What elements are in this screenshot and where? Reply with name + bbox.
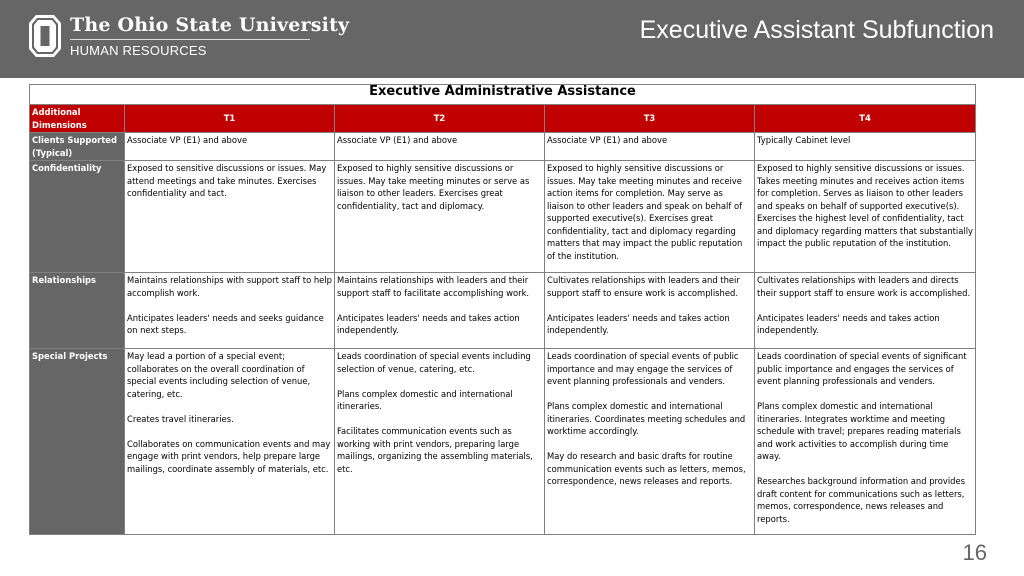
cell-paragraph: May lead a portion of a special event; collaborates on the overall coordination of special events including selection of venue, catering, etc. xyxy=(127,351,311,399)
table-row xyxy=(30,161,976,273)
cell-paragraph: Leads coordination of special events of public importance and may engage the services of event planning professionals and venders. xyxy=(547,351,739,386)
row-label: Clients Supported (Typical) xyxy=(30,133,125,161)
table-row xyxy=(30,133,976,161)
table-cell xyxy=(335,161,545,273)
table-cell xyxy=(545,273,755,349)
cell-paragraph: Cultivates relationships with leaders and directs their support staff to ensure work is accomplished. xyxy=(757,275,971,298)
table-title: Executive Administrative Assistance xyxy=(30,85,976,105)
page-number: 16 xyxy=(962,540,987,565)
cell-paragraph: Plans complex domestic and international itineraries. xyxy=(337,388,513,411)
table-cell xyxy=(125,273,335,349)
cell-paragraph: Associate VP (E1) and above xyxy=(337,135,458,145)
cell-paragraph: Collaborates on communication events and may engage with print vendors, help prepare large mailings, coordinate assembly of materials, etc. xyxy=(127,438,331,474)
logo-divider xyxy=(70,39,310,40)
cell-paragraph: Exposed to highly sensitive discussions or issues. Takes meeting minutes and receives action items for completion. Serves as liaison to other leaders and speaks on behalf of supported executive(s). Exercises the highest level of confidentiality, tact and diplomacy regarding matters that substantially impact the public reputation of the institution. xyxy=(757,163,974,248)
table-cell xyxy=(125,133,335,161)
cell-paragraph: Maintains relationships with leaders and their support staff to facilitate accomplishing work. xyxy=(337,275,530,298)
table-cell xyxy=(125,161,335,273)
ohio-state-block-o-logo xyxy=(28,14,62,58)
slide-header xyxy=(0,0,1024,78)
cell-paragraph: Cultivates relationships with leaders and their support staff to ensure work is accomplished. xyxy=(547,275,740,298)
cell-paragraph: Associate VP (E1) and above xyxy=(547,135,668,145)
cell-paragraph: Plans complex domestic and international itineraries. Coordinates meeting schedules and worktime accordingly. xyxy=(547,401,746,436)
cell-paragraph: Plans complex domestic and international itineraries. Integrates worktime and meeting schedule with travel; prepares reading materials and work activities to accomplish during time away. xyxy=(757,401,961,461)
column-header-t1: T1 xyxy=(125,105,335,133)
cell-paragraph: Researches background information and provides draft content for communications such as letters, memos, correspondence, news releases and reports. xyxy=(757,476,966,524)
cell-paragraph: Anticipates leaders' needs and takes action independently. xyxy=(547,312,730,335)
column-header-t4: T4 xyxy=(755,105,976,133)
column-header-t2: T2 xyxy=(335,105,545,133)
table-cell xyxy=(335,349,545,535)
slide-title: Executive Assistant Subfunction xyxy=(639,16,994,44)
cell-paragraph: Maintains relationships with support staff to help accomplish work. xyxy=(127,275,332,298)
table-cell xyxy=(335,133,545,161)
cell-paragraph: May do research and basic drafts for routine communication events such as letters, memos, correspondence, news releases and reports. xyxy=(547,451,746,486)
table-row xyxy=(30,273,976,349)
row-label: Relationships xyxy=(30,273,125,349)
cell-paragraph: Exposed to sensitive discussions or issues. May attend meetings and take minutes. Exercises confidentiality and tact. xyxy=(127,163,327,198)
row-label: Special Projects xyxy=(30,349,125,535)
table-row xyxy=(30,349,976,535)
department-name: HUMAN RESOURCES xyxy=(70,43,207,58)
table-header-row xyxy=(30,105,976,133)
table-cell xyxy=(755,161,976,273)
cell-paragraph: Anticipates leaders' needs and takes action independently. xyxy=(337,312,520,335)
cell-paragraph: Creates travel itineraries. xyxy=(127,413,234,424)
cell-paragraph: Associate VP (E1) and above xyxy=(127,135,248,145)
cell-paragraph: Exposed to highly sensitive discussions or issues. May take meeting minutes and receive action items for completion. May serve as liaison to other leaders and speak on behalf of supported executive(s). Exercises great confidentiality, tact and diplomacy regarding matters that may impact the public reputation of the institution. xyxy=(547,163,743,261)
cell-paragraph: Anticipates leaders' needs and takes action independently. xyxy=(757,312,940,335)
cell-paragraph: Leads coordination of special events including selection of venue, catering, etc. xyxy=(337,351,531,374)
university-name: The Ohio State University xyxy=(70,14,350,36)
column-header-t3: T3 xyxy=(545,105,755,133)
cell-paragraph: Leads coordination of special events of significant public importance and engages the services of event planning professionals and venders. xyxy=(757,351,967,386)
table-cell xyxy=(755,349,976,535)
cell-paragraph: Typically Cabinet level xyxy=(757,135,851,145)
dimension-header: Additional Dimensions xyxy=(30,105,125,133)
table-cell xyxy=(755,133,976,161)
table-cell xyxy=(755,273,976,349)
table-cell xyxy=(125,349,335,535)
table-cell xyxy=(335,273,545,349)
subfunction-table xyxy=(29,84,976,535)
row-label: Confidentiality xyxy=(30,161,125,273)
table-cell xyxy=(545,349,755,535)
table-cell xyxy=(545,133,755,161)
table-cell xyxy=(545,161,755,273)
cell-paragraph: Exposed to highly sensitive discussions or issues. May take meeting minutes or serve as liaison to other leaders. Exercises great confidentiality, tact and diplomacy. xyxy=(337,163,530,211)
cell-paragraph: Anticipates leaders' needs and seeks guidance on next steps. xyxy=(127,312,324,335)
cell-paragraph: Facilitates communication events such as working with print vendors, preparing large mailings, organizing the assembling materials, etc. xyxy=(337,426,533,474)
